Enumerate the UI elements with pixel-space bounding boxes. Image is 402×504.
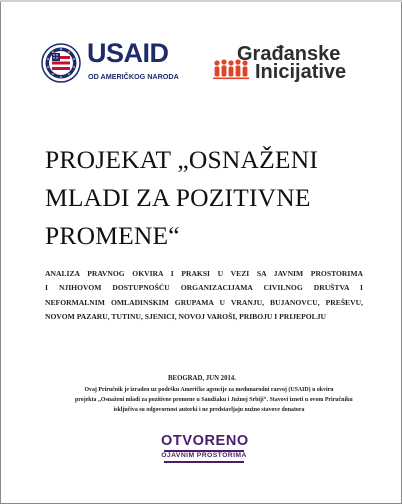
usaid-wordmark: USAID <box>87 38 169 68</box>
document-description <box>45 267 363 324</box>
place-date: BEOGRAD, JUN 2014. <box>168 375 236 382</box>
otvoreno-tagline: OJAVNIM PROSTORIMA <box>161 452 247 459</box>
title-line: PROJEKAT „OSNAŽENI <box>45 145 319 174</box>
disclaimer-line: isključiva su odgovornost autorki i ne predstavljaju nužno stavove donatora <box>113 407 305 414</box>
logo-underline <box>164 461 244 463</box>
inicijative-wordmark: Inicijative <box>255 61 347 83</box>
gradjanske-inicijative-logo <box>213 45 353 85</box>
description-line: NEFORMALNIM OMLADINSKIM GRUPAMA U VRANJU, BUJANOVCU, PREŠEVU, <box>45 297 363 307</box>
usaid-tagline: OD AMERIČKOG NARODA <box>88 72 179 81</box>
description-line: I NJIHOVOM DOSTUPNOŠĆU ORGANIZACIJAMA CIVILNOG DRUŠTVA I <box>45 283 363 293</box>
disclaimer-line: Ovaj Priručnik je izrađen uz podršku Američke agencije za međunarodni razvoj (USAID) u okviru <box>84 387 334 393</box>
title-line: MLADI ZA POZITIVNE <box>45 183 311 212</box>
document-title <box>45 141 365 255</box>
donor-disclaimer <box>75 385 353 416</box>
otvoreno-logo <box>161 435 247 465</box>
title-line: PROMENE“ <box>45 221 180 250</box>
usaid-seal-icon <box>41 43 81 83</box>
usaid-logo <box>41 38 189 85</box>
disclaimer-line: projekta „Osnaženi mladi za pozitivne promene u Sandžaku i Južnoj Srbiji“. Stavovi izneti u ovom Priručniku <box>75 397 353 404</box>
description-line: NOVOM PAZARU, TUTINU, SJENICI, NOVOJ VAROŠI, PRIBOJU I PRIJEPOLJU <box>45 311 326 321</box>
description-line: ANALIZA PRAVNOG OKVIRA I PRAKSI U VEZI SA JAVNIM PROSTORIMA <box>45 269 363 278</box>
gradjanske-wordmark: Građanske <box>237 43 341 65</box>
otvoreno-wordmark: OTVORENO <box>161 433 249 449</box>
